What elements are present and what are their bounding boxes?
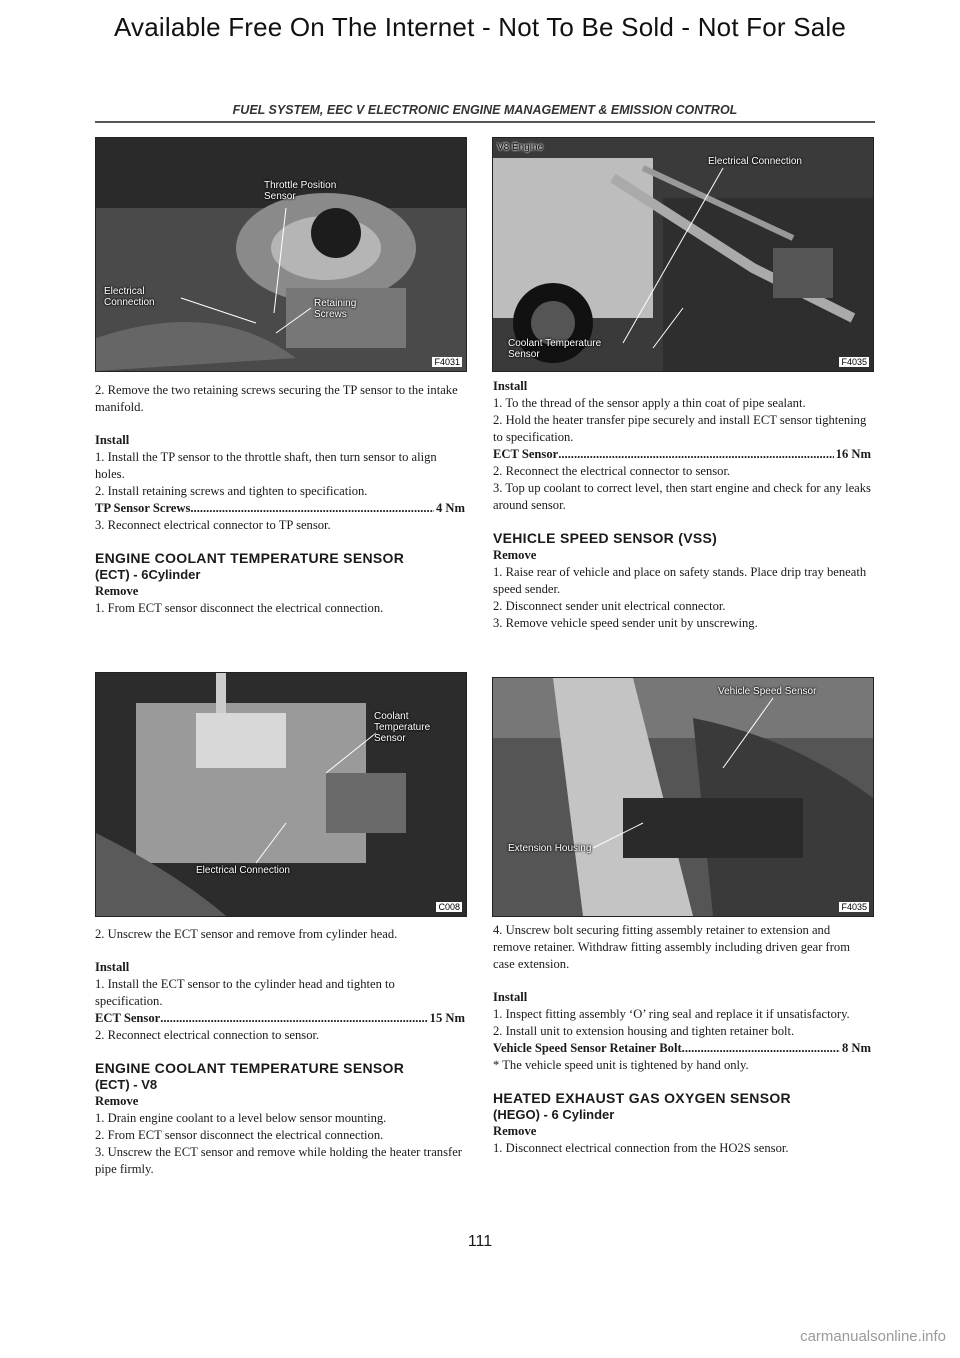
section-subtitle: (HEGO) - 6 Cylinder [493,1107,615,1122]
install-heading: Install [95,433,130,447]
section-subtitle: (ECT) - V8 [95,1077,158,1092]
install-heading: Install [493,379,528,393]
spec-label: TP Sensor Screws [95,501,191,515]
spec-ect-sensor-v8 [493,446,871,463]
spec-value: 16 Nm [835,447,871,461]
step: 1. Install the TP sensor to the throttle shaft, then turn sensor to align holes. [95,450,437,481]
label-vehicle-speed-sensor: Vehicle Speed Sensor [718,686,817,697]
photo-code: F4031 [434,357,460,367]
step: 1. Install the ECT sensor to the cylinder head and tighten to specification. [95,977,395,1008]
vss-photo [492,677,874,917]
right-column-upper [493,378,871,632]
install-heading: Install [95,960,130,974]
photo-code: F4035 [841,902,867,912]
spec-label: Vehicle Speed Sensor Retainer Bolt [493,1041,682,1055]
step: 2. Remove the two retaining screws securing the TP sensor to the intake manifold. [95,383,458,414]
v8-engine-photo [492,137,874,372]
spec-value: 15 Nm [429,1011,465,1025]
remove-heading: Remove [95,584,139,598]
step: 1. Drain engine coolant to a level below sensor mounting. [95,1111,387,1125]
section-title-hego: HEATED EXHAUST GAS OXYGEN SENSOR [493,1090,791,1106]
spec-value: 8 Nm [841,1041,871,1055]
step: 1. Inspect fitting assembly ‘O’ ring seal and replace it if unsatisfactory. [493,1007,850,1021]
watermark-banner: Available Free On The Internet - Not To Be Sold - Not For Sale [113,12,847,42]
step: 3. Remove vehicle speed sender unit by unscrewing. [493,616,758,630]
tp-sensor-photo [95,137,467,372]
section-subtitle: (ECT) - 6Cylinder [95,567,201,582]
step: 1. Disconnect electrical connection from the HO2S sensor. [493,1141,789,1155]
section-title-vss: VEHICLE SPEED SENSOR (VSS) [493,530,718,546]
right-column-lower [493,922,871,1157]
step: 2. Disconnect sender unit electrical connector. [493,599,726,613]
spec-ect-sensor [95,1010,465,1027]
remove-heading: Remove [95,1094,139,1108]
step: 3. Reconnect electrical connector to TP sensor. [95,518,331,532]
spec-vss-retainer-bolt [493,1040,871,1057]
spec-label: ECT Sensor [95,1011,161,1025]
step: 1. From ECT sensor disconnect the electrical connection. [95,601,384,615]
step: 3. Top up coolant to correct level, then start engine and check for any leaks around sensor. [493,481,871,512]
photo-code: C008 [438,902,460,912]
spec-label: ECT Sensor [493,447,559,461]
page-number: 111 [467,1233,493,1250]
label-retaining-screws: Retaining Screws [314,298,357,320]
step: 2. Reconnect electrical connection to sensor. [95,1028,320,1042]
ect-6cyl-illustration [96,673,466,916]
step: 1. Raise rear of vehicle and place on safety stands. Place drip tray beneath speed sender. [493,565,867,596]
section-title-ect-6cyl: ENGINE COOLANT TEMPERATURE SENSOR [95,550,405,566]
v8-engine-title: V8 Engine [497,142,544,153]
spec-tp-screws [95,500,465,517]
left-column-upper [95,382,465,617]
left-column-lower [95,926,465,1178]
step: 4. Unscrew bolt securing fitting assembly retainer to extension and remove retainer. Withdraw fitting assembly including driven gear from case extension. [493,923,851,971]
step: 2. Reconnect the electrical connector to sensor. [493,464,731,478]
install-heading: Install [493,990,528,1004]
step: 2. Hold the heater transfer pipe securely and install ECT sensor tightening to specification. [493,413,867,444]
label-extension-housing: Extension Housing [508,843,592,854]
label-v8-coolant-sensor: Coolant Temperature Sensor [508,338,602,360]
note: * The vehicle speed unit is tightened by hand only. [493,1058,749,1072]
tp-sensor-illustration [96,138,466,371]
step: 2. From ECT sensor disconnect the electrical connection. [95,1128,384,1142]
label-coolant-sensor: Coolant Temperature Sensor [374,711,431,744]
step: 2. Install retaining screws and tighten to specification. [95,484,368,498]
section-header: FUEL SYSTEM, EEC V ELECTRONIC ENGINE MANAGEMENT & EMISSION CONTROL [232,103,738,117]
label-v8-electrical-connection: Electrical Connection [708,156,802,167]
step: 1. To the thread of the sensor apply a thin coat of pipe sealant. [493,396,806,410]
step: 2. Unscrew the ECT sensor and remove from cylinder head. [95,927,398,941]
section-title-ect-v8: ENGINE COOLANT TEMPERATURE SENSOR [95,1060,405,1076]
remove-heading: Remove [493,548,537,562]
label-ect-electrical-connection: Electrical Connection [196,865,290,876]
ect-6cyl-photo [95,672,467,917]
footer-watermark: carmanualsonline.info [800,1328,946,1345]
photo-code: F4035 [841,357,867,367]
spec-value: 4 Nm [435,501,465,515]
remove-heading: Remove [493,1124,537,1138]
label-tp-sensor: Throttle Position Sensor [264,180,337,202]
header-rule [95,121,875,123]
vss-illustration [493,678,873,916]
step: 3. Unscrew the ECT sensor and remove while holding the heater transfer pipe firmly. [95,1145,462,1176]
step: 2. Install unit to extension housing and tighten retainer bolt. [493,1024,795,1038]
v8-engine-illustration [493,138,873,371]
label-electrical-connection: Electrical Connection [104,286,155,308]
